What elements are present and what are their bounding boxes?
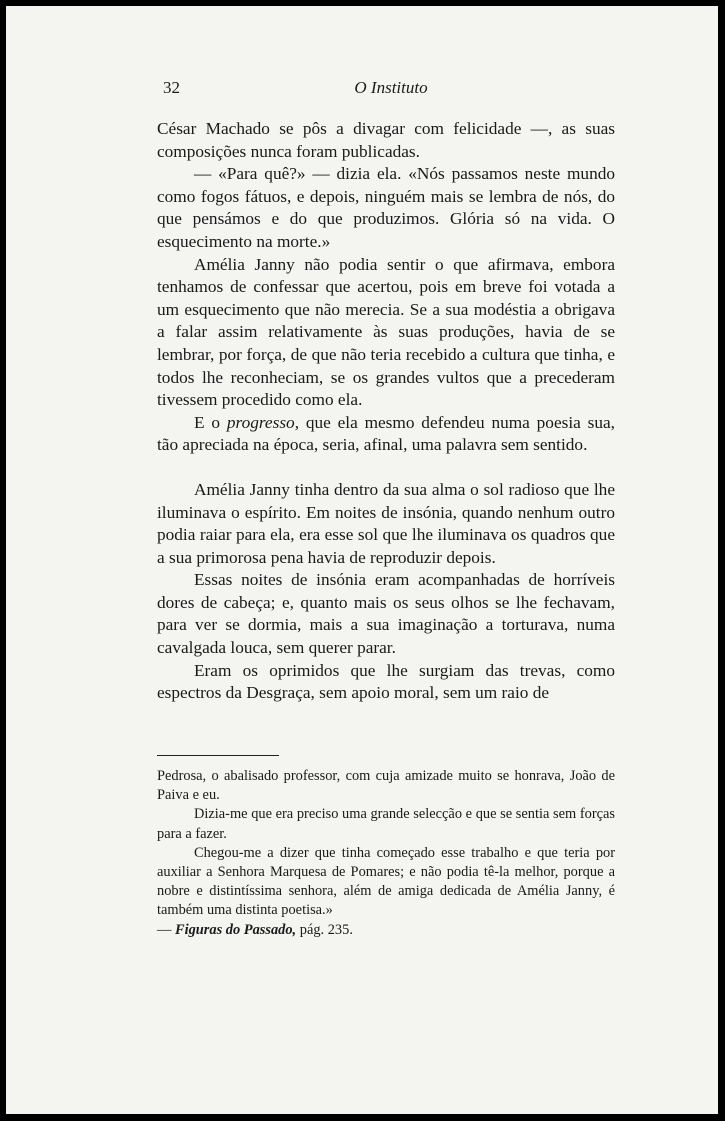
- paragraph: [157, 412, 615, 457]
- citation-title: Figuras do Passado,: [175, 921, 297, 938]
- footnote-paragraph: Pedrosa, o abalisado professor, com cuja amizade muito se honrava, João de Paiva e eu.: [157, 768, 615, 804]
- page-header: [163, 78, 619, 102]
- footnote-paragraph: Dizia-me que era preciso uma grande selecção e que se sentia sem forças para a fazer.: [157, 806, 615, 842]
- running-title: O Instituto: [354, 78, 428, 97]
- paragraph: César Machado se pôs a divagar com felicidade —, as suas composições nunca foram publicadas.: [157, 119, 615, 161]
- italic-word: progresso,: [226, 412, 300, 432]
- paragraph: Amélia Janny tinha dentro da sua alma o sol radioso que lhe iluminava o espírito. Em noites de insónia, quando nenhum outro podia raiar para ela, era esse sol que lhe iluminava os quadros que a sua primorosa pena havia de reproduzir depois.: [157, 479, 615, 567]
- footnote-paragraph: Chegou-me a dizer que tinha começado esse trabalho e que teria por auxiliar a Senhora Marquesa de Pomares; e não podia tê-la melhor, porque a nobre e distintíssima senhora, além de amiga dedicada de Amélia Janny, é também uma distinta poetisa.»: [157, 844, 615, 919]
- paragraph-text: E o: [194, 412, 221, 432]
- paragraph: Eram os oprimidos que lhe surgiam das trevas, como espectros da Desgraça, sem apoio moral, sem um raio de: [157, 660, 615, 703]
- page-number: 32: [163, 78, 180, 97]
- body-text: [157, 118, 615, 705]
- footnotes: [157, 767, 615, 940]
- paragraph: Essas noites de insónia eram acompanhadas de horríveis dores de cabeça; e, quanto mais os seus olhos se lhe fechavam, para ver se dormia, mais a sua imaginação a torturava, numa cavalgada louca, sem querer parar.: [157, 570, 615, 658]
- footnote-citation: [157, 921, 615, 940]
- paragraph: — «Para quê?» — dizia ela. «Nós passamos neste mundo como fogos fátuos, e depois, ninguém mais se lembra de nós, do que pensámos e do que produzimos. Glória só na vida. O esquecimento na morte.»: [157, 164, 615, 251]
- footnote-rule: [157, 755, 279, 756]
- paragraph: Amélia Janny não podia sentir o que afirmava, embora tenhamos de confessar que acertou, pois em breve foi votada a um esquecimento que não merecia. Se a sua modéstia a obrigava a falar assim relativamente às suas produções, havia de se lembrar, por força, de que não teria recebido a cultura que tinha, e todos lhe reconheciam, se os grandes vultos que a precederam tivessem procedido como ela.: [157, 254, 615, 410]
- citation-dash: —: [157, 921, 172, 938]
- citation-page: pág. 235.: [299, 921, 353, 938]
- paragraph-text: que ela mesmo defendeu numa poesia sua, tão apreciada na época, seria, afinal, uma palavra sem sentido.: [157, 412, 615, 455]
